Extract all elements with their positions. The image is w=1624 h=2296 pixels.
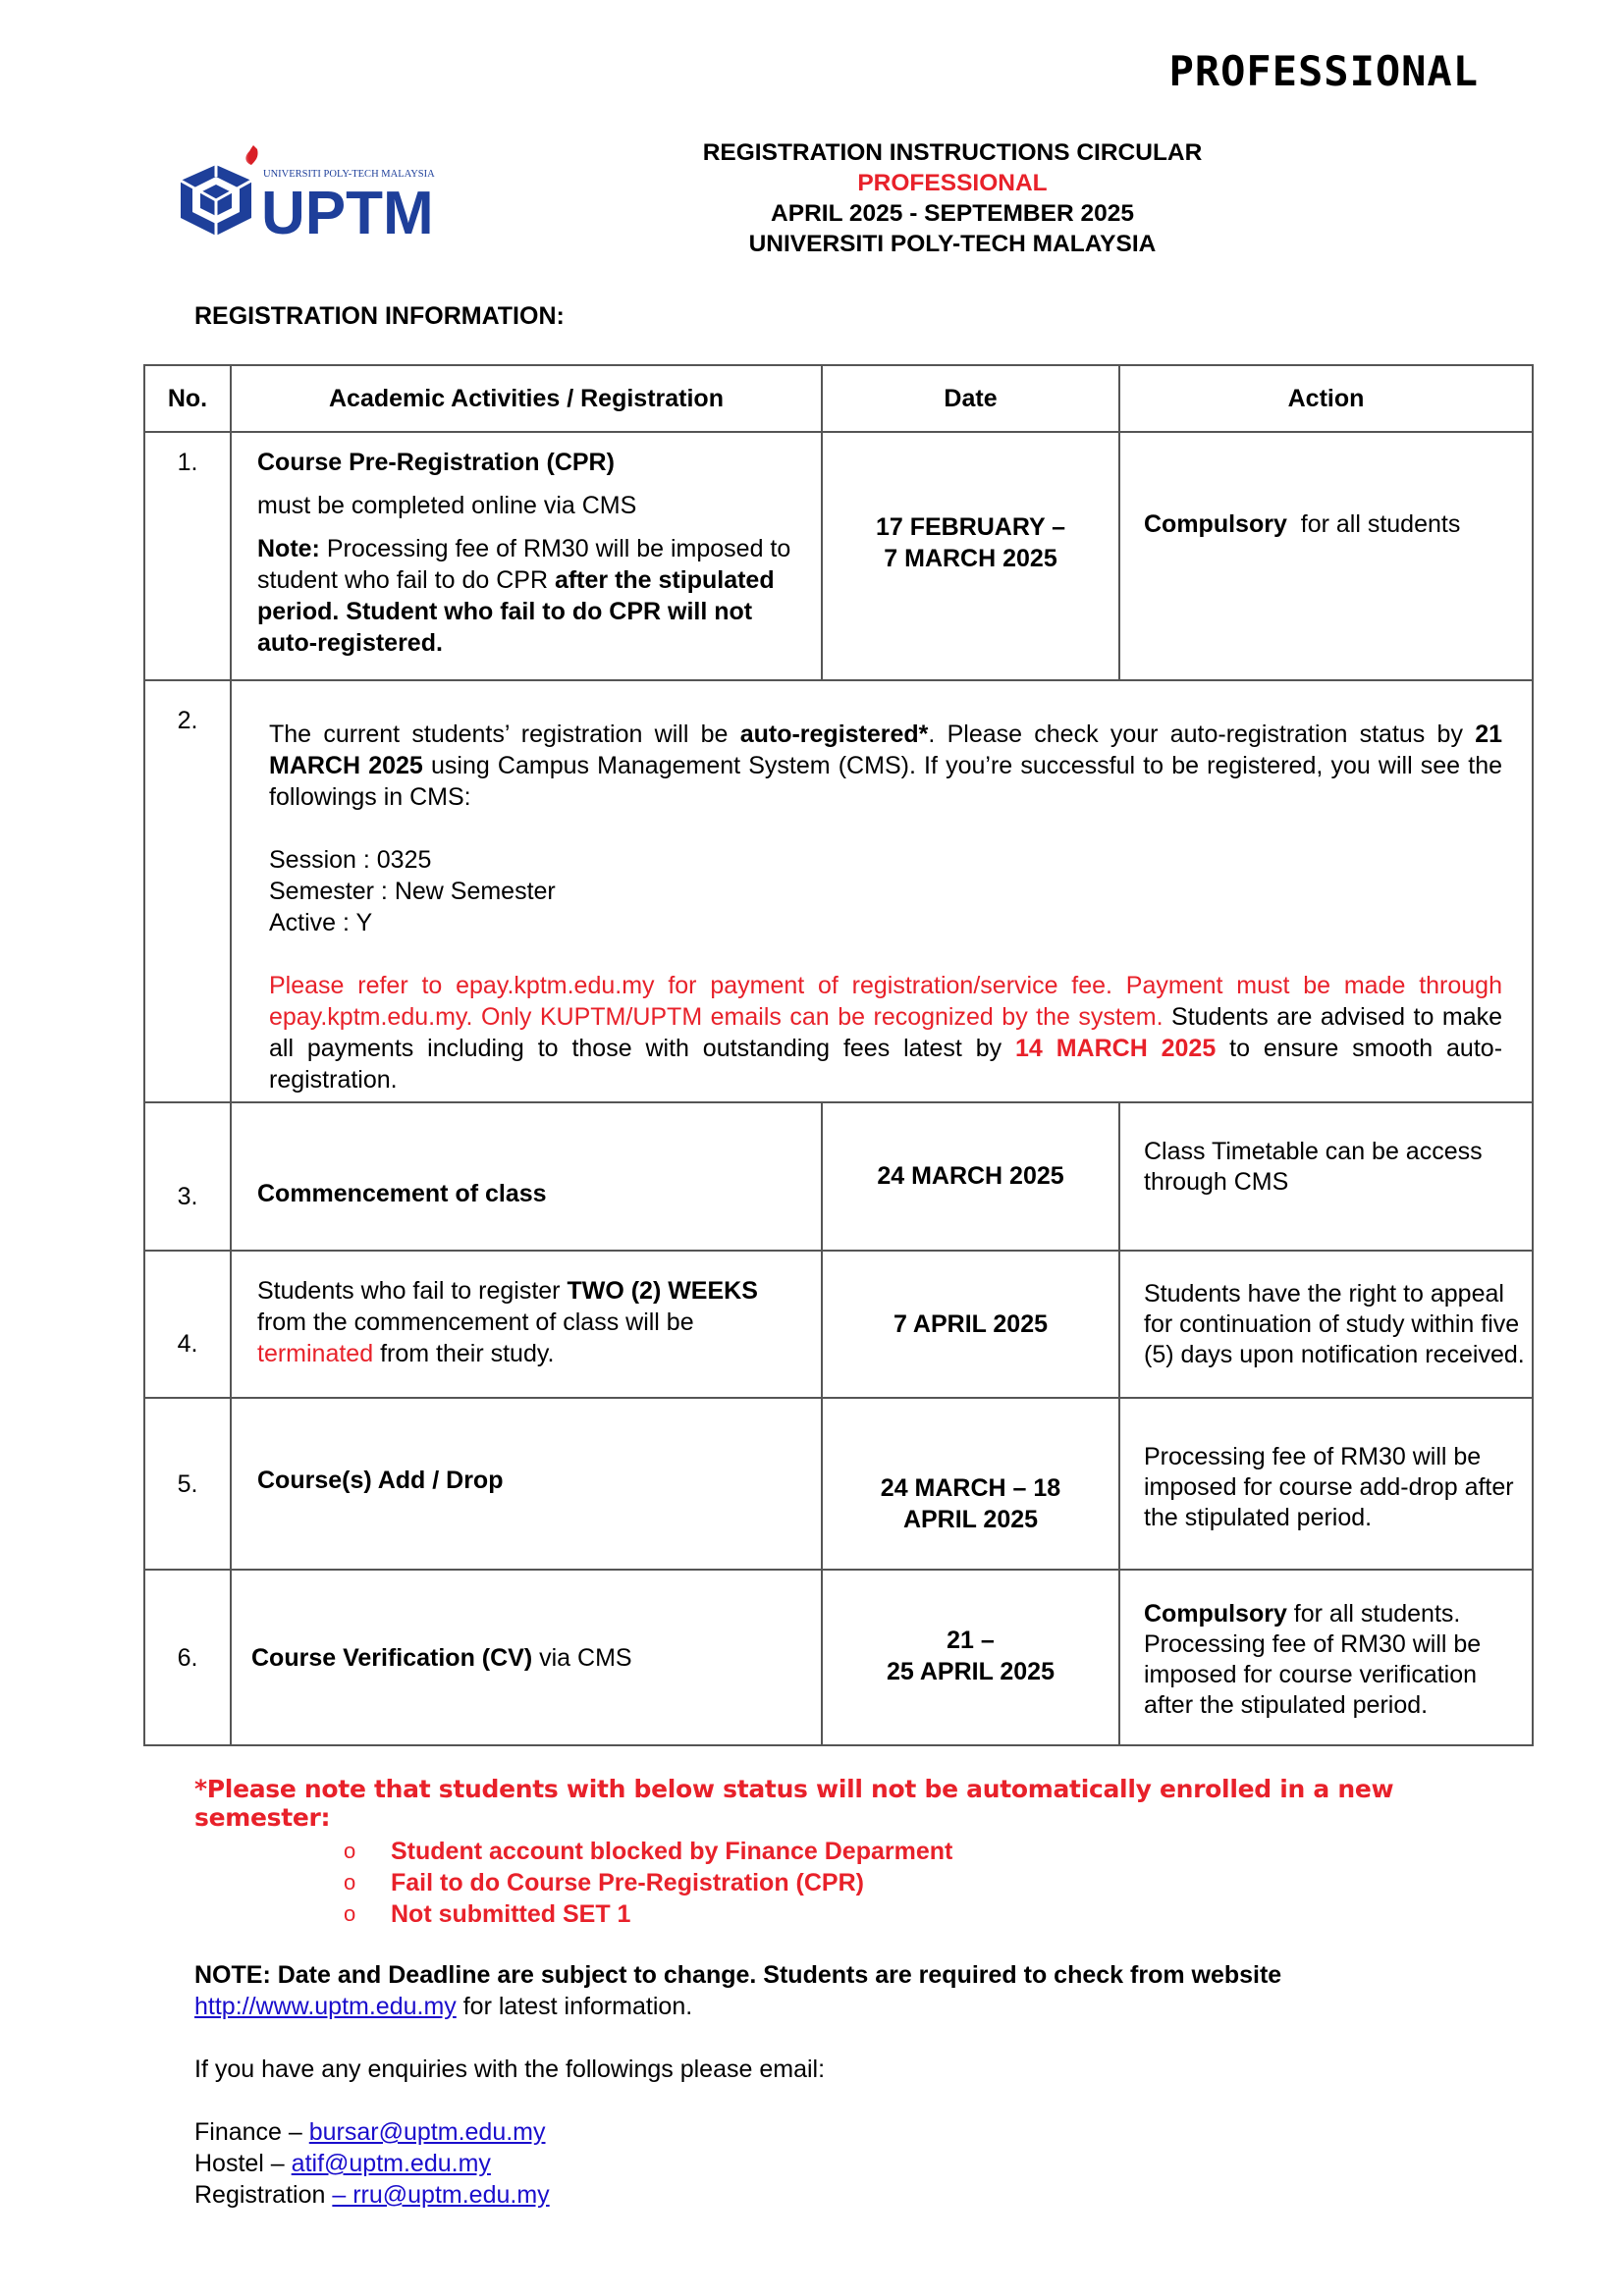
table-row (144, 1102, 1533, 1251)
bullet-icon: o (344, 1901, 356, 1926)
contact-registration: Registration – rru@uptm.edu.my (194, 2181, 550, 2209)
action-text: for all students (1286, 510, 1461, 539)
circular-header (589, 137, 1316, 259)
cpr-note-text: Processing fee of RM30 will be imposed to student who fail to do CPR (257, 535, 791, 595)
row-date: 24 MARCH 2025 (822, 1102, 1119, 1251)
table-header-row (144, 365, 1533, 432)
header-activities: Academic Activities / Registration (231, 365, 822, 432)
active-line: Active : Y (269, 909, 373, 937)
section-heading: REGISTRATION INFORMATION: (194, 302, 565, 330)
session-line: Session : 0325 (269, 846, 432, 875)
row-number: 4. (144, 1251, 231, 1399)
header-no: No. (144, 365, 231, 432)
contact-list (194, 2116, 1471, 2211)
table-row (144, 1398, 1533, 1570)
row-date (822, 432, 1119, 680)
header-line-4: UNIVERSITI POLY-TECH MALAYSIA (748, 231, 1157, 257)
row-date: 24 MARCH – 18 APRIL 2025 (822, 1398, 1119, 1570)
cpr-title: Course Pre-Registration (CPR) (257, 449, 615, 477)
uptm-logo-emblem-icon (169, 141, 444, 251)
table-row (144, 1251, 1533, 1399)
header-line-3: APRIL 2025 - SEPTEMBER 2025 (771, 200, 1134, 227)
row-action (1119, 432, 1533, 680)
registration-table (143, 364, 1534, 1746)
date-line-1: 17 FEBRUARY – (875, 512, 1066, 541)
cpr-note-label: Note: (257, 535, 320, 563)
row-action: Class Timetable can be access through CMS (1119, 1102, 1533, 1251)
deadline-note: NOTE: Date and Deadline are subject to change. Students are required to check from website http://www.uptm.edu.my for latest information. (194, 1961, 1282, 2020)
row-activity: Course(s) Add / Drop (231, 1398, 822, 1570)
list-item: o Not submitted SET 1 (344, 1900, 631, 1928)
logo-brand-text: UPTM (261, 180, 434, 247)
corner-label: PROFESSIONAL (1168, 47, 1479, 95)
registration-email-link[interactable]: – rru@uptm.edu.my (332, 2181, 550, 2209)
website-link[interactable]: http://www.uptm.edu.my (194, 1993, 457, 2020)
contact-hostel: Hostel – atif@uptm.edu.my (194, 2150, 491, 2177)
row-date: 7 APRIL 2025 (822, 1251, 1119, 1399)
row-date: 21 – 25 APRIL 2025 (822, 1570, 1119, 1745)
table-row (144, 432, 1533, 680)
row-number: 3. (144, 1102, 231, 1251)
date-line-2: 7 MARCH 2025 (884, 544, 1057, 572)
row-activity (231, 432, 822, 680)
auto-enroll-warning: *Please note that students with below status will not be automatically enrolled in a new semester: (194, 1775, 1394, 1832)
cpr-note (257, 533, 801, 659)
row-number: 6. (144, 1570, 231, 1745)
row-activity: Course Verification (CV) via CMS (231, 1570, 822, 1745)
table-row (144, 1570, 1533, 1745)
enquiry-text: If you have any enquiries with the followings please email: (194, 2056, 826, 2083)
logo-small-text: UNIVERSITI POLY-TECH MALAYSIA (263, 169, 435, 180)
header-action: Action (1119, 365, 1533, 432)
row-number: 5. (144, 1398, 231, 1570)
list-item: o Student account blocked by Finance Deparment (344, 1838, 953, 1865)
row-action: Compulsory for all students. Processing fee of RM30 will be imposed for course verification after the stipulated period. (1119, 1570, 1533, 1745)
notes-section (194, 1775, 1471, 2211)
cpr-subtitle: must be completed online via CMS (257, 492, 637, 520)
row-auto-registration (231, 680, 1533, 1102)
payment-paragraph: Please refer to epay.kptm.edu.my for payment of registration/service fee. Payment must be made through epay.kptm.edu.my. Only KUPTM/UPTM emails can be recognized by the system. Students are advised to make all payments including to those with outstanding fees latest by 14 MARCH 2025 to ensure smooth auto-registration. (269, 972, 1503, 1095)
row-action: Students have the right to appeal for continuation of study within five (5) days upon notification received. (1119, 1251, 1533, 1399)
table-row (144, 680, 1533, 1102)
uptm-logo (169, 141, 444, 251)
cpr-note-bold: after the stipulated period. Student who fail to do CPR will not auto-registered. (257, 566, 775, 658)
row-action: Processing fee of RM30 will be imposed for course add-drop after the stipulated period. (1119, 1398, 1533, 1570)
semester-line: Semester : New Semester (269, 878, 556, 906)
hostel-email-link[interactable]: atif@uptm.edu.my (291, 2150, 491, 2177)
auto-reg-paragraph: The current students’ registration will be auto-registered*. Please check your auto-registration status by 21 MARCH 2025 using Campus Management System (CMS). If you’re successful to be registered, you will see the followings in CMS: (269, 721, 1503, 812)
status-list (194, 1836, 1471, 1930)
contact-finance: Finance – bursar@uptm.edu.my (194, 2118, 546, 2146)
finance-email-link[interactable]: bursar@uptm.edu.my (308, 2118, 546, 2146)
row-number: 1. (144, 432, 231, 680)
header-date: Date (822, 365, 1119, 432)
header-line-2: PROFESSIONAL (857, 170, 1048, 196)
row-number: 2. (144, 680, 231, 1102)
row-activity: Students who fail to register TWO (2) WEEKS from the commencement of class will be terminated from their study. (231, 1251, 822, 1399)
list-item: o Fail to do Course Pre-Registration (CPR) (344, 1869, 864, 1896)
row-activity: Commencement of class (231, 1102, 822, 1251)
bullet-icon: o (344, 1839, 356, 1863)
action-bold: Compulsory (1144, 510, 1287, 539)
header-line-1: REGISTRATION INSTRUCTIONS CIRCULAR (702, 139, 1203, 166)
bullet-icon: o (344, 1870, 356, 1895)
